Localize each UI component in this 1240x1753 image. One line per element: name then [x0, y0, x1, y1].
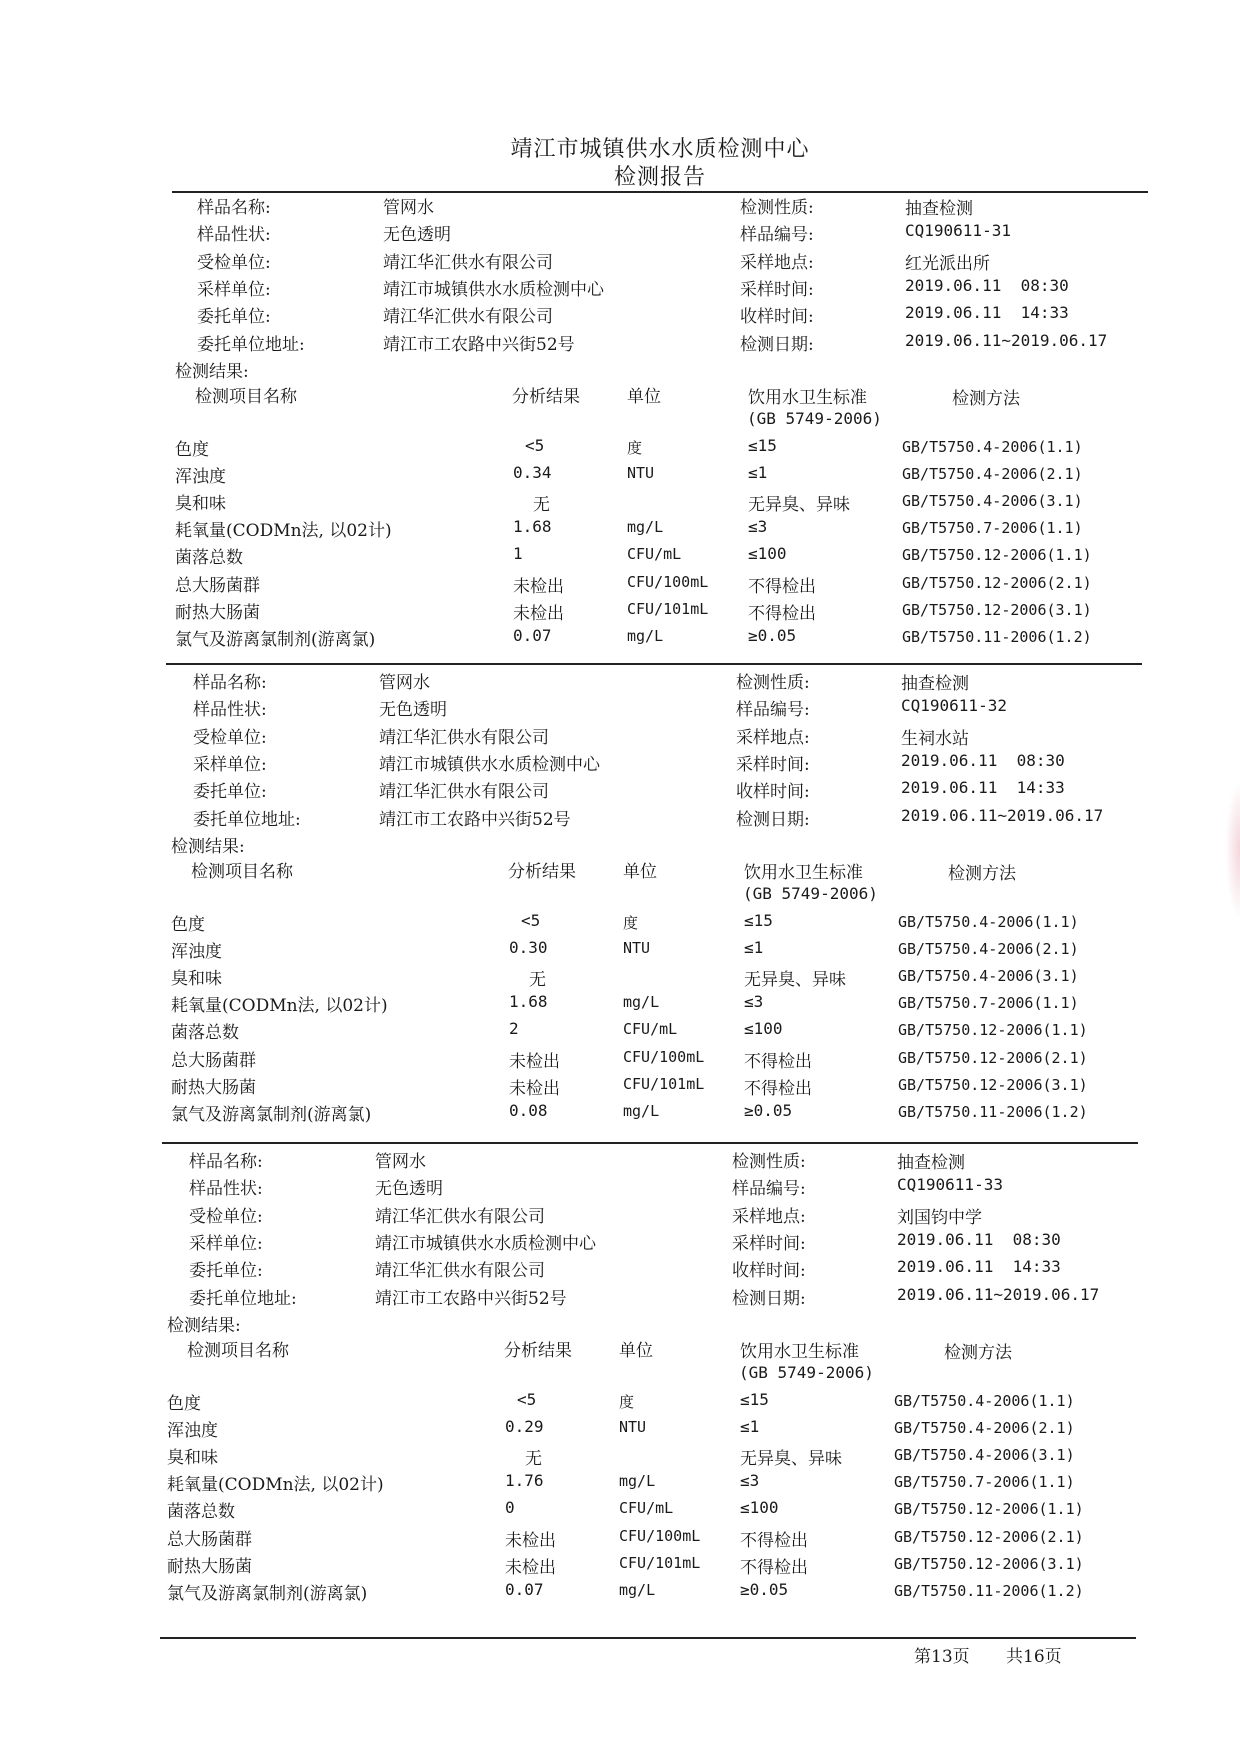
- client-unit-value: 靖江华汇供水有限公司: [379, 782, 549, 803]
- table-row-method: GB/T5750.12-2006(3.1): [902, 600, 1092, 619]
- receipt-time-label: 收样时间:: [732, 1261, 806, 1282]
- sample-state-label: 样品性状:: [197, 225, 271, 246]
- inspected-unit-value: 靖江华汇供水有限公司: [375, 1206, 545, 1227]
- table-row-item-name: 总大肠菌群: [171, 1050, 256, 1071]
- col-method-header: 检测方法: [944, 1343, 1012, 1363]
- table-row-method: GB/T5750.7-2006(1.1): [902, 519, 1083, 538]
- table-row-result: 1.76: [505, 1471, 544, 1491]
- receipt-time-value: 2019.06.11 14:33: [905, 303, 1069, 323]
- sample-name-label: 样品名称:: [197, 198, 271, 218]
- table-row-result: 0.30: [509, 938, 548, 958]
- sample-name-label: 样品名称:: [193, 673, 267, 693]
- table-row-item-name: 菌落总数: [175, 548, 243, 569]
- table-row-unit: mg/L: [623, 993, 660, 1012]
- table-row-method: GB/T5750.12-2006(3.1): [898, 1075, 1088, 1094]
- test-date-value: 2019.06.11~2019.06.17: [901, 805, 1104, 825]
- table-row-result: 1.68: [509, 992, 548, 1012]
- col-standard-code: (GB 5749-2006): [747, 409, 882, 428]
- results-label: 检测结果:: [167, 1316, 241, 1336]
- table-row-method: GB/T5750.12-2006(2.1): [898, 1048, 1088, 1067]
- page-total: 共16页: [1006, 1647, 1062, 1667]
- table-row-result: 无: [529, 970, 546, 991]
- table-row-unit: mg/L: [619, 1580, 656, 1599]
- table-row-method: GB/T5750.4-2006(3.1): [902, 492, 1083, 511]
- table-row-result: 0.07: [505, 1579, 544, 1599]
- table-row-method: GB/T5750.4-2006(3.1): [894, 1446, 1075, 1465]
- client-unit-label: 委托单位:: [197, 307, 271, 328]
- table-row-standard: 不得检出: [744, 1051, 812, 1072]
- table-row-result: 无: [525, 1449, 542, 1470]
- sampling-unit-label: 采样单位:: [189, 1233, 263, 1254]
- footer-rule: [160, 1637, 1136, 1639]
- table-row-item-name: 色度: [167, 1394, 201, 1414]
- table-row-method: GB/T5750.11-2006(1.2): [898, 1102, 1088, 1121]
- table-row-result: 未检出: [509, 1051, 560, 1072]
- sampling-unit-value: 靖江市城镇供水水质检测中心: [375, 1233, 596, 1254]
- sample-no-value: CQ190611-33: [897, 1175, 1003, 1195]
- table-row-unit: CFU/101mL: [627, 599, 709, 618]
- table-row-unit: CFU/100mL: [619, 1526, 701, 1545]
- sample-no-value: CQ190611-32: [901, 696, 1007, 716]
- inspected-unit-value: 靖江华汇供水有限公司: [383, 252, 553, 273]
- table-row-standard: ≥0.05: [748, 625, 797, 645]
- table-row-standard: ≤3: [748, 517, 768, 537]
- table-row-method: GB/T5750.4-2006(1.1): [902, 438, 1083, 456]
- table-row-standard: ≥0.05: [740, 1579, 789, 1599]
- table-row-method: GB/T5750.7-2006(1.1): [894, 1473, 1075, 1492]
- test-nature-value: 抽查检测: [901, 674, 969, 694]
- table-row-method: GB/T5750.12-2006(2.1): [902, 573, 1092, 592]
- table-row-method: GB/T5750.12-2006(2.1): [894, 1527, 1084, 1546]
- table-row-method: GB/T5750.4-2006(2.1): [902, 465, 1083, 484]
- table-row-unit: mg/L: [627, 626, 664, 645]
- sampling-site-value: 生祠水站: [901, 728, 969, 749]
- receipt-time-label: 收样时间:: [736, 782, 810, 803]
- page-number: 第13页: [914, 1647, 970, 1667]
- table-row-item-name: 氯气及游离氯制剂(游离氯): [167, 1583, 368, 1604]
- table-row-standard: ≤15: [744, 911, 773, 930]
- sample-state-label: 样品性状:: [189, 1179, 263, 1200]
- test-nature-value: 抽查检测: [897, 1153, 965, 1173]
- table-row-unit: mg/L: [619, 1472, 656, 1491]
- sampling-unit-label: 采样单位:: [197, 279, 271, 300]
- table-row-unit: mg/L: [623, 1101, 660, 1120]
- col-item-header: 检测项目名称: [191, 862, 293, 882]
- table-row-method: GB/T5750.12-2006(1.1): [898, 1021, 1088, 1040]
- table-row-standard: 不得检出: [740, 1557, 808, 1578]
- test-date-value: 2019.06.11~2019.06.17: [905, 330, 1108, 350]
- table-row-result: 1: [513, 544, 523, 564]
- table-row-unit: 度: [619, 1393, 635, 1411]
- sampling-unit-value: 靖江市城镇供水水质检测中心: [379, 754, 600, 775]
- table-row-method: GB/T5750.11-2006(1.2): [902, 627, 1092, 646]
- col-result-header: 分析结果: [508, 862, 576, 882]
- table-row-unit: CFU/100mL: [627, 572, 709, 591]
- state-value: 无色透明: [379, 700, 447, 721]
- table-row-unit: CFU/101mL: [619, 1553, 701, 1572]
- state-value: 无色透明: [375, 1179, 443, 1200]
- test-date-label: 检测日期:: [740, 334, 814, 355]
- table-row-result: 1.68: [513, 517, 552, 537]
- receipt-time-label: 收样时间:: [740, 307, 814, 328]
- table-row-item-name: 耗氧量(CODMn法, 以02计): [167, 1475, 384, 1496]
- table-row-standard: ≥0.05: [744, 1100, 793, 1120]
- table-row-method: GB/T5750.4-2006(2.1): [894, 1419, 1075, 1438]
- table-row-standard: ≤100: [744, 1019, 783, 1039]
- table-row-item-name: 色度: [175, 440, 209, 460]
- name-value: 管网水: [383, 198, 434, 218]
- col-standard-header: 饮用水卫生标准: [744, 863, 863, 883]
- table-row-standard: 无异臭、异味: [740, 1449, 842, 1470]
- table-row-standard: ≤100: [748, 544, 787, 564]
- table-row-standard: 不得检出: [748, 603, 816, 624]
- sample-state-label: 样品性状:: [193, 700, 267, 721]
- client-unit-value: 靖江华汇供水有限公司: [383, 307, 553, 328]
- results-label: 检测结果:: [175, 362, 249, 382]
- client-address-label: 委托单位地址:: [189, 1288, 297, 1309]
- col-unit-header: 单位: [623, 862, 657, 882]
- sampling-site-label: 采样地点:: [732, 1206, 806, 1227]
- table-row-unit: mg/L: [627, 518, 664, 537]
- table-row-item-name: 色度: [171, 915, 205, 935]
- table-row-unit: CFU/mL: [627, 545, 682, 564]
- inspected-unit-label: 受检单位:: [197, 252, 271, 273]
- table-row-item-name: 臭和味: [171, 969, 222, 990]
- table-row-result: 未检出: [509, 1078, 560, 1099]
- client-address-value: 靖江市工农路中兴街52号: [375, 1288, 567, 1309]
- col-standard-header: 饮用水卫生标准: [748, 388, 867, 408]
- table-row-result: <5: [525, 436, 545, 455]
- table-row-item-name: 耐热大肠菌: [171, 1077, 256, 1098]
- table-row-result: 0.29: [505, 1417, 544, 1437]
- client-address-value: 靖江市工农路中兴街52号: [379, 809, 571, 830]
- table-row-unit: NTU: [623, 939, 651, 958]
- sampling-site-label: 采样地点:: [736, 727, 810, 748]
- sampling-time-value: 2019.06.11 08:30: [905, 275, 1069, 295]
- table-row-result: 0.34: [513, 463, 552, 483]
- table-row-item-name: 总大肠菌群: [167, 1529, 252, 1550]
- receipt-time-value: 2019.06.11 14:33: [897, 1257, 1061, 1277]
- test-date-value: 2019.06.11~2019.06.17: [897, 1284, 1100, 1304]
- col-unit-header: 单位: [627, 387, 661, 407]
- table-row-item-name: 浑浊度: [175, 467, 226, 488]
- table-row-item-name: 臭和味: [175, 494, 226, 515]
- sample-no-label: 样品编号:: [736, 700, 810, 721]
- section-divider: [162, 1142, 1138, 1144]
- sampling-site-label: 采样地点:: [740, 252, 814, 273]
- client-unit-label: 委托单位:: [193, 782, 267, 803]
- test-nature-label: 检测性质:: [732, 1152, 806, 1172]
- table-row-result: <5: [517, 1390, 537, 1409]
- table-row-item-name: 耗氧量(CODMn法, 以02计): [175, 521, 392, 542]
- table-row-unit: CFU/101mL: [623, 1074, 705, 1093]
- table-row-item-name: 氯气及游离氯制剂(游离氯): [175, 629, 376, 650]
- table-row-item-name: 菌落总数: [171, 1023, 239, 1044]
- table-row-standard: ≤1: [748, 463, 768, 483]
- table-row-item-name: 耐热大肠菌: [175, 602, 260, 623]
- inspected-unit-value: 靖江华汇供水有限公司: [379, 727, 549, 748]
- table-row-standard: 不得检出: [740, 1530, 808, 1551]
- test-nature-label: 检测性质:: [736, 673, 810, 693]
- table-row-method: GB/T5750.7-2006(1.1): [898, 994, 1079, 1013]
- table-row-unit: CFU/mL: [623, 1020, 678, 1039]
- table-row-result: 未检出: [505, 1557, 556, 1578]
- table-row-item-name: 耐热大肠菌: [167, 1556, 252, 1577]
- table-row-unit: 度: [623, 914, 639, 932]
- table-row-unit: CFU/mL: [619, 1499, 674, 1518]
- sampling-site-value: 刘国钧中学: [897, 1207, 982, 1228]
- table-row-standard: ≤15: [748, 436, 777, 455]
- sampling-time-value: 2019.06.11 08:30: [901, 750, 1065, 770]
- sampling-site-value: 红光派出所: [905, 253, 990, 274]
- table-row-item-name: 氯气及游离氯制剂(游离氯): [171, 1104, 372, 1125]
- col-standard-header: 饮用水卫生标准: [740, 1342, 859, 1362]
- test-nature-value: 抽查检测: [905, 199, 973, 219]
- sampling-time-label: 采样时间:: [736, 754, 810, 775]
- table-row-standard: ≤1: [744, 938, 764, 958]
- col-item-header: 检测项目名称: [195, 387, 297, 407]
- name-value: 管网水: [379, 673, 430, 693]
- table-row-method: GB/T5750.4-2006(3.1): [898, 967, 1079, 986]
- client-address-value: 靖江市工农路中兴街52号: [383, 334, 575, 355]
- col-method-header: 检测方法: [948, 864, 1016, 884]
- col-result-header: 分析结果: [512, 387, 580, 407]
- results-label: 检测结果:: [171, 837, 245, 857]
- state-value: 无色透明: [383, 225, 451, 246]
- test-nature-label: 检测性质:: [740, 198, 814, 218]
- sampling-unit-value: 靖江市城镇供水水质检测中心: [383, 279, 604, 300]
- table-row-method: GB/T5750.12-2006(1.1): [894, 1500, 1084, 1519]
- client-address-label: 委托单位地址:: [197, 334, 305, 355]
- section-divider: [166, 663, 1142, 665]
- report-title: 靖江市城镇供水水质检测中心: [510, 137, 810, 162]
- table-row-standard: ≤3: [744, 992, 764, 1012]
- table-row-standard: ≤1: [740, 1417, 760, 1437]
- table-row-item-name: 总大肠菌群: [175, 575, 260, 596]
- table-row-item-name: 耗氧量(CODMn法, 以02计): [171, 996, 388, 1017]
- client-address-label: 委托单位地址:: [193, 809, 301, 830]
- table-row-result: 2: [509, 1019, 519, 1039]
- col-item-header: 检测项目名称: [187, 1341, 289, 1361]
- table-row-unit: 度: [627, 439, 643, 457]
- edge-stamp-mark: [1225, 780, 1240, 920]
- client-unit-label: 委托单位:: [189, 1261, 263, 1282]
- table-row-method: GB/T5750.12-2006(3.1): [894, 1554, 1084, 1573]
- table-row-standard: ≤15: [740, 1390, 769, 1409]
- test-date-label: 检测日期:: [732, 1288, 806, 1309]
- table-row-result: 0.08: [509, 1100, 548, 1120]
- table-row-result: <5: [521, 911, 541, 930]
- table-row-unit: NTU: [619, 1418, 647, 1437]
- table-row-result: 无: [533, 495, 550, 516]
- table-row-standard: 无异臭、异味: [744, 970, 846, 991]
- client-unit-value: 靖江华汇供水有限公司: [375, 1261, 545, 1282]
- sample-name-label: 样品名称:: [189, 1152, 263, 1172]
- sampling-time-label: 采样时间:: [740, 279, 814, 300]
- table-row-item-name: 菌落总数: [167, 1502, 235, 1523]
- table-row-item-name: 浑浊度: [167, 1421, 218, 1442]
- sampling-time-value: 2019.06.11 08:30: [897, 1229, 1061, 1249]
- col-standard-code: (GB 5749-2006): [739, 1363, 874, 1382]
- table-row-method: GB/T5750.4-2006(1.1): [894, 1392, 1075, 1410]
- table-row-standard: ≤100: [740, 1498, 779, 1518]
- table-row-result: 未检出: [513, 603, 564, 624]
- table-row-result: 0.07: [513, 625, 552, 645]
- table-row-method: GB/T5750.12-2006(1.1): [902, 546, 1092, 565]
- table-row-item-name: 浑浊度: [171, 942, 222, 963]
- table-row-method: GB/T5750.4-2006(2.1): [898, 940, 1079, 959]
- table-row-standard: 无异臭、异味: [748, 495, 850, 516]
- table-row-standard: 不得检出: [744, 1078, 812, 1099]
- table-row-method: GB/T5750.11-2006(1.2): [894, 1581, 1084, 1600]
- inspected-unit-label: 受检单位:: [189, 1206, 263, 1227]
- receipt-time-value: 2019.06.11 14:33: [901, 778, 1065, 798]
- col-standard-code: (GB 5749-2006): [743, 884, 878, 903]
- table-row-unit: CFU/100mL: [623, 1047, 705, 1066]
- inspected-unit-label: 受检单位:: [193, 727, 267, 748]
- table-row-result: 未检出: [513, 576, 564, 597]
- col-unit-header: 单位: [619, 1341, 653, 1361]
- col-result-header: 分析结果: [504, 1341, 572, 1361]
- sample-no-value: CQ190611-31: [905, 221, 1011, 241]
- table-row-standard: 不得检出: [748, 576, 816, 597]
- sampling-unit-label: 采样单位:: [193, 754, 267, 775]
- name-value: 管网水: [375, 1152, 426, 1172]
- sample-no-label: 样品编号:: [732, 1179, 806, 1200]
- sampling-time-label: 采样时间:: [732, 1233, 806, 1254]
- col-method-header: 检测方法: [952, 389, 1020, 409]
- table-row-result: 0: [505, 1498, 515, 1518]
- sample-no-label: 样品编号:: [740, 225, 814, 246]
- table-row-standard: ≤3: [740, 1471, 760, 1491]
- table-row-item-name: 臭和味: [167, 1448, 218, 1469]
- table-row-unit: NTU: [627, 464, 655, 483]
- table-row-result: 未检出: [505, 1530, 556, 1551]
- table-row-method: GB/T5750.4-2006(1.1): [898, 913, 1079, 931]
- report-subtitle: 检测报告: [613, 165, 706, 190]
- test-date-label: 检测日期:: [736, 809, 810, 830]
- header-rule: [172, 191, 1148, 193]
